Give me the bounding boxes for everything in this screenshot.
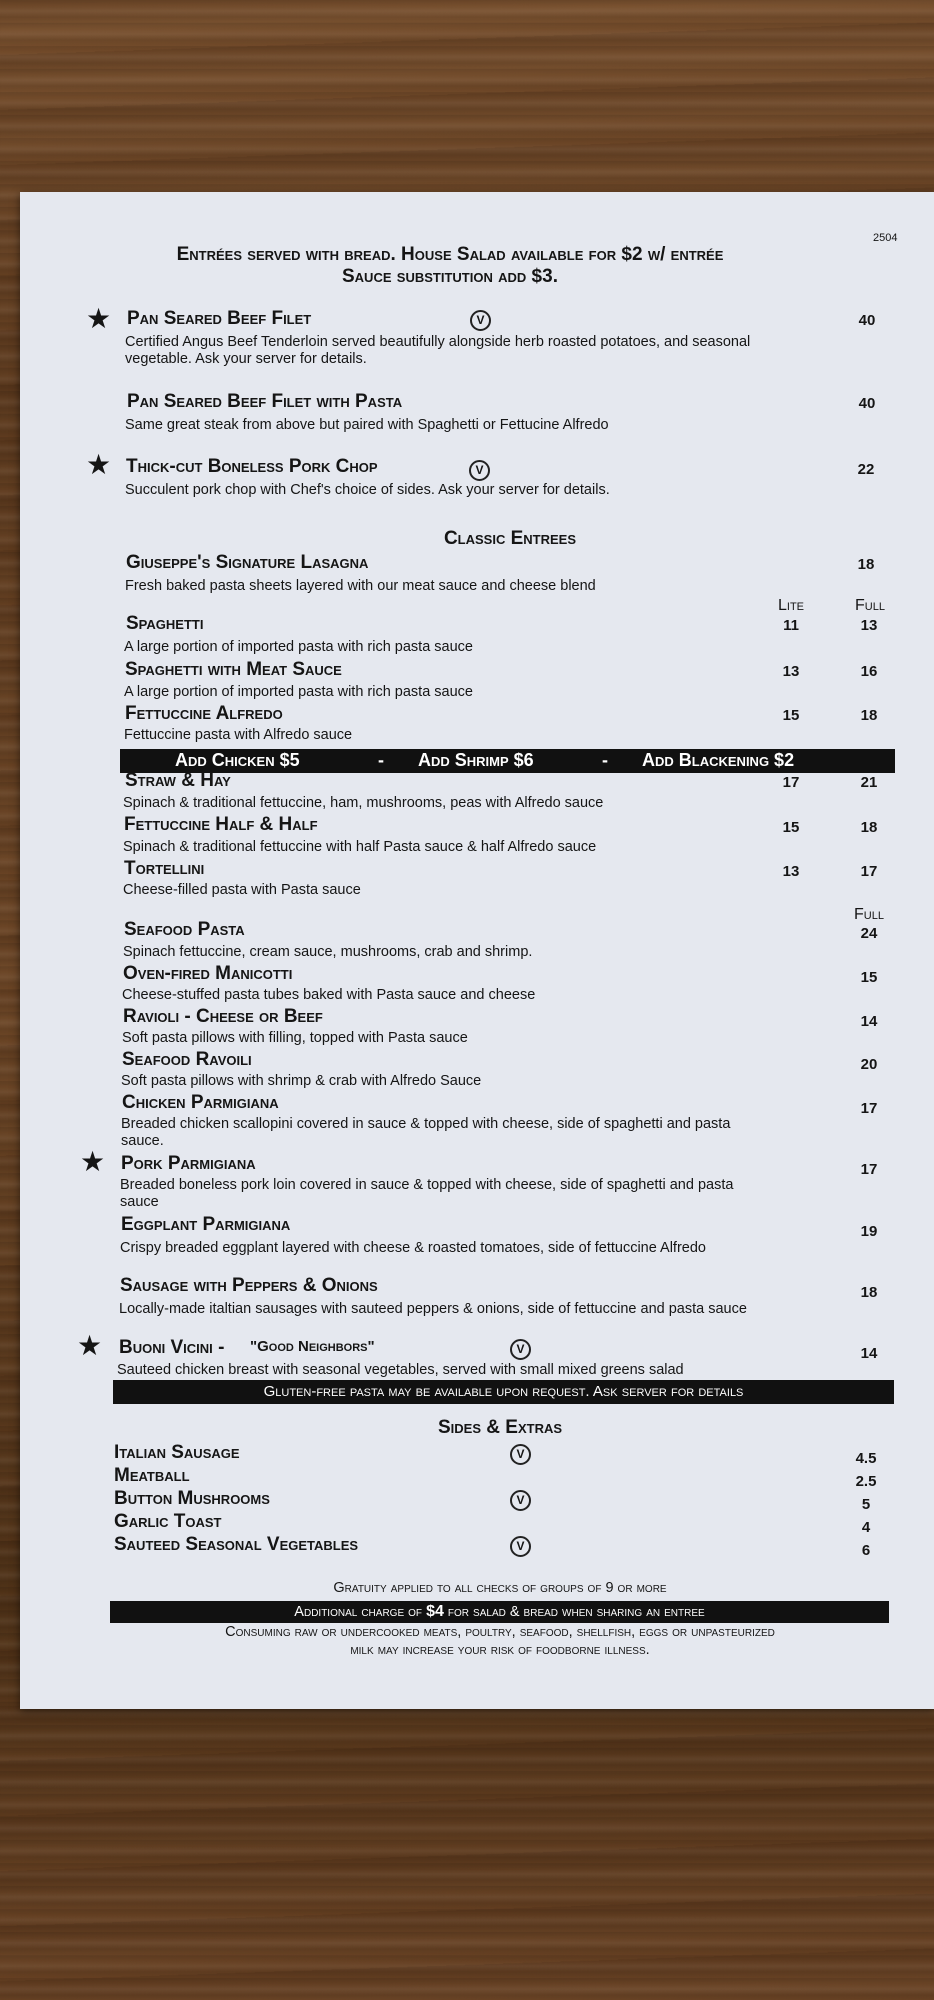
item-name: Fettuccine Alfredo [125, 703, 283, 724]
vegetarian-icon: V [510, 1339, 531, 1360]
item-description: Breaded boneless pork loin covered in sauce & topped with cheese, side of spaghetti and pasta sauce [120, 1177, 734, 1210]
section-title-sides: Sides & Extras [437, 1417, 563, 1438]
vegetarian-icon: V [510, 1490, 531, 1511]
header-line-2: Sauce substitution add $3. [342, 266, 558, 287]
item-name: Tortellini [124, 858, 205, 879]
item-price: 22 [857, 461, 875, 478]
item-description: A large portion of imported pasta with rich pasta sauce [124, 684, 473, 700]
item-description: Spinach & traditional fettuccine, ham, mushrooms, peas with Alfredo sauce [123, 795, 604, 811]
item-price: 40 [858, 312, 876, 329]
item-description: Same great steak from above but paired with Spaghetti or Fettucine Alfredo [125, 417, 609, 433]
item-price-lite: 11 [783, 617, 799, 634]
star-icon: ★ [86, 303, 112, 334]
star-icon: ★ [80, 1146, 106, 1177]
side-name: Italian Sausage [114, 1442, 240, 1463]
item-description: Breaded chicken scallopini covered in sauce & topped with cheese, side of spaghetti and pasta sauce. [121, 1116, 731, 1149]
item-name: Straw & Hay [125, 770, 231, 791]
item-price: 24 [860, 925, 878, 942]
item-name: Spaghetti [126, 613, 204, 634]
item-description: Sauteed chicken breast with seasonal vegetables, served with small mixed greens salad [117, 1362, 684, 1378]
side-name: Meatball [114, 1465, 190, 1486]
item-name-subtitle: "Good Neighbors" [250, 1338, 375, 1355]
item-name: Thick-cut Boneless Pork Chop [126, 456, 378, 477]
item-price-full: 18 [860, 707, 878, 724]
item-price-full: 13 [860, 617, 878, 634]
item-description: Fresh baked pasta sheets layered with our meat sauce and cheese blend [125, 578, 596, 594]
item-name: Ravioli - Cheese or Beef [123, 1006, 323, 1027]
item-name: Giuseppe's Signature Lasagna [126, 552, 369, 573]
item-price-lite: 15 [782, 707, 800, 724]
addon-separator: - [378, 750, 384, 770]
star-icon: ★ [77, 1330, 103, 1361]
item-price: 19 [860, 1223, 878, 1240]
item-description: Succulent pork chop with Chef's choice of sides. Ask your server for details. [125, 482, 610, 498]
item-price-full: 18 [860, 819, 878, 836]
vegetarian-icon: V [470, 310, 491, 331]
side-price: 5 [861, 1496, 871, 1513]
item-description: Soft pasta pillows with shrimp & crab with Alfredo Sauce [121, 1073, 482, 1089]
item-name: Eggplant Parmigiana [121, 1214, 291, 1235]
column-header-full: Full [855, 597, 885, 614]
item-description: Cheese-filled pasta with Pasta sauce [123, 882, 361, 898]
foodborne-warning-line-2: milk may increase your risk of foodborne illness. [350, 1642, 650, 1658]
sharing-charge-suffix: for salad & bread when sharing an entree [443, 1604, 705, 1620]
vegetarian-icon: V [510, 1444, 531, 1465]
item-description: Fettuccine pasta with Alfredo sauce [124, 727, 353, 743]
foodborne-warning-line-1: Consuming raw or undercooked meats, poultry, seafood, shellfish, eggs or unpasteurized [225, 1624, 775, 1640]
item-price-full: 16 [860, 663, 878, 680]
item-price-lite: 17 [782, 774, 800, 791]
sharing-charge-amount: $4 [426, 1603, 444, 1620]
item-description: Crispy breaded eggplant layered with cheese & roasted tomatoes, side of fettuccine Alfredo [120, 1240, 706, 1256]
item-name: Buoni Vicini - [119, 1337, 225, 1358]
vegetarian-icon: V [469, 460, 490, 481]
item-description: Spinach fettuccine, cream sauce, mushrooms, crab and shrimp. [123, 944, 533, 960]
item-price: 18 [857, 556, 875, 573]
menu-code: 2504 [873, 232, 898, 244]
section-title-classic: Classic Entrees [443, 528, 577, 549]
sharing-charge-prefix: Additional charge of [294, 1604, 427, 1620]
item-description: Certified Angus Beef Tenderloin served beautifully alongside herb roasted potatoes, and seasonal vegetable. Ask your server for details. [125, 334, 751, 367]
item-name: Seafood Ravoili [122, 1049, 252, 1070]
item-price: 17 [860, 1100, 878, 1117]
item-name: Pork Parmigiana [121, 1153, 256, 1174]
side-price: 4.5 [855, 1450, 877, 1467]
side-name: Button Mushrooms [114, 1488, 270, 1509]
item-name: Pan Seared Beef Filet [127, 308, 312, 329]
side-price: 6 [861, 1542, 871, 1559]
item-price: 20 [860, 1056, 878, 1073]
item-name: Sausage with Peppers & Onions [120, 1275, 378, 1296]
item-price-full: 21 [860, 774, 878, 791]
item-description: Locally-made italtian sausages with sauteed peppers & onions, side of fettuccine and pasta sauce [119, 1301, 747, 1317]
item-name: Seafood Pasta [124, 919, 245, 940]
item-name: Pan Seared Beef Filet with Pasta [127, 391, 403, 412]
item-price-full: 17 [860, 863, 878, 880]
side-name: Sauteed Seasonal Vegetables [114, 1534, 359, 1555]
item-name: Fettuccine Half & Half [124, 814, 318, 835]
item-description: A large portion of imported pasta with rich pasta sauce [124, 639, 473, 655]
gratuity-note: Gratuity applied to all checks of groups of 9 or more [333, 1580, 667, 1596]
addon-separator: - [602, 750, 608, 770]
menu-page [20, 192, 934, 1709]
item-price: 17 [860, 1161, 878, 1178]
item-price: 14 [860, 1013, 878, 1030]
addon-chicken: Add Chicken $5 [175, 750, 300, 770]
sharing-charge-note [110, 1601, 889, 1623]
header-line-1: Entrées served with bread. House Salad available for $2 w/ entrée [176, 244, 724, 265]
item-price: 14 [860, 1345, 878, 1362]
addons-bar [120, 749, 895, 773]
side-name: Garlic Toast [114, 1511, 222, 1532]
item-price-lite: 13 [782, 863, 800, 880]
column-header-lite: Lite [777, 597, 804, 614]
addon-blackening: Add Blackening $2 [642, 750, 795, 770]
side-price: 4 [861, 1519, 871, 1536]
item-name: Spaghetti with Meat Sauce [125, 659, 342, 680]
column-header-full: Full [854, 906, 884, 923]
item-price: 15 [860, 969, 878, 986]
item-description: Soft pasta pillows with filling, topped with Pasta sauce [122, 1030, 468, 1046]
item-name: Chicken Parmigiana [122, 1092, 279, 1113]
item-description: Spinach & traditional fettuccine with half Pasta sauce & half Alfredo sauce [123, 839, 597, 855]
item-description: Cheese-stuffed pasta tubes baked with Pasta sauce and cheese [122, 987, 536, 1003]
side-price: 2.5 [855, 1473, 877, 1490]
item-price-lite: 15 [782, 819, 800, 836]
addon-shrimp: Add Shrimp $6 [418, 750, 534, 770]
gluten-free-note: Gluten-free pasta may be available upon request. Ask server for details [113, 1380, 894, 1404]
item-price: 40 [858, 395, 876, 412]
vegetarian-icon: V [510, 1536, 531, 1557]
item-price: 18 [860, 1284, 878, 1301]
star-icon: ★ [86, 449, 112, 480]
item-price-lite: 13 [782, 663, 800, 680]
item-name: Oven-fired Manicotti [123, 963, 293, 984]
